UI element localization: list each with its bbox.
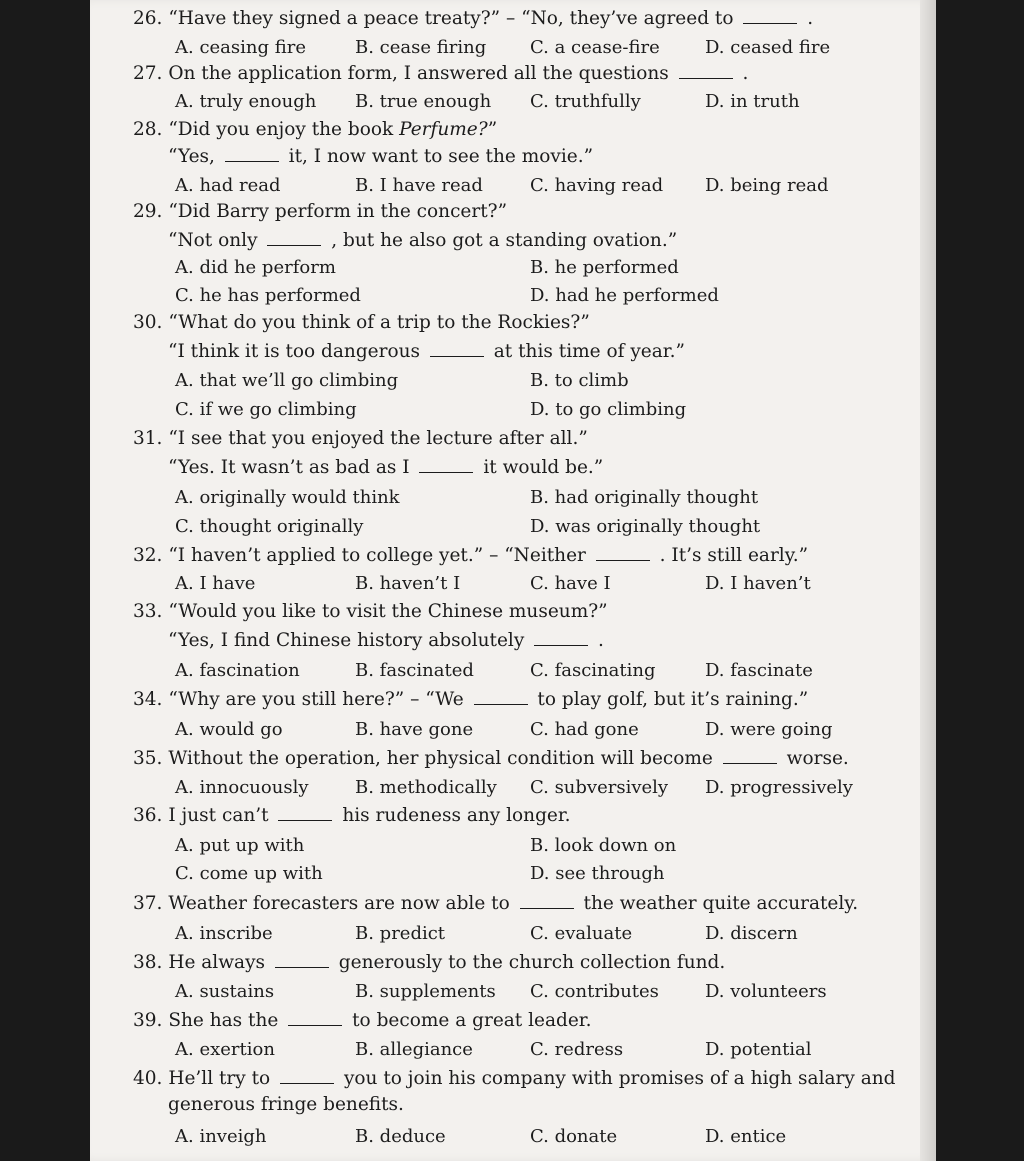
question-text: “Not only	[168, 230, 264, 251]
answer-option[interactable]: B. cease firing	[355, 37, 487, 58]
answer-option[interactable]: C. fascinating	[530, 660, 656, 681]
question-text: “I see that you enjoyed the lecture after all.”	[168, 428, 588, 449]
question-text: “Did you enjoy the book	[168, 119, 400, 140]
question-number: 35.	[133, 748, 169, 769]
question-text: “Why are you still here?” – “We	[168, 689, 470, 710]
question-text: Without the operation, her physical condition will become	[168, 748, 719, 769]
question-number: 40.	[133, 1068, 169, 1089]
answer-option[interactable]: D. fascinate	[705, 660, 813, 681]
answer-option[interactable]: B. allegiance	[355, 1039, 473, 1060]
question-line	[133, 805, 571, 827]
answer-option[interactable]: B. have gone	[355, 719, 474, 740]
question-text: worse.	[780, 748, 849, 769]
answer-option[interactable]: B. methodically	[355, 777, 497, 798]
answer-option[interactable]: B. fascinated	[355, 660, 474, 681]
answer-option[interactable]: B. had originally thought	[530, 487, 759, 508]
answer-option[interactable]: C. evaluate	[530, 923, 633, 944]
book-title: Perfume?	[399, 119, 488, 140]
question-line	[133, 545, 808, 567]
answer-option[interactable]: A. put up with	[175, 835, 305, 856]
answer-option[interactable]: D. were going	[705, 719, 833, 740]
answer-option[interactable]: D. had he performed	[530, 285, 719, 306]
question-text: it, I now want to see the movie.”	[282, 146, 594, 167]
question-text: .	[592, 630, 604, 651]
answer-blank[interactable]	[419, 460, 473, 473]
question-text: , but he also got a standing ovation.”	[325, 230, 678, 251]
question-text: “Yes, I find Chinese history absolutely	[168, 630, 531, 651]
question-text: I just can’t	[168, 805, 275, 826]
answer-option[interactable]: D. I haven’t	[705, 573, 811, 594]
answer-option[interactable]: B. to climb	[530, 370, 629, 391]
answer-option[interactable]: D. discern	[705, 923, 798, 944]
question-number: 28.	[133, 119, 169, 140]
answer-blank[interactable]	[275, 955, 329, 968]
answer-blank[interactable]	[430, 344, 484, 357]
question-text: it would be.”	[477, 457, 604, 478]
question-text: She has the	[168, 1010, 285, 1031]
question-line	[133, 119, 497, 141]
answer-option[interactable]: A. would go	[175, 719, 283, 740]
question-text: “Would you like to visit the Chinese museum?”	[168, 601, 608, 622]
answer-option[interactable]: A. inveigh	[175, 1126, 267, 1147]
answer-blank[interactable]	[278, 808, 332, 821]
answer-blank[interactable]	[679, 66, 733, 79]
question-text: his rudeness any longer.	[336, 805, 571, 826]
question-text: . It’s still early.”	[653, 545, 809, 566]
question-line	[133, 748, 849, 770]
question-number: 30.	[133, 312, 169, 333]
question-line	[168, 630, 604, 652]
question-text: at this time of year.”	[487, 341, 685, 362]
question-text: to play golf, but it’s raining.”	[531, 689, 809, 710]
answer-option[interactable]: C. he has performed	[175, 285, 361, 306]
question-number: 26.	[133, 8, 169, 29]
question-line	[168, 341, 685, 363]
answer-option[interactable]: B. supplements	[355, 981, 496, 1002]
question-line	[133, 601, 608, 623]
question-text: generous fringe benefits.	[168, 1094, 404, 1115]
answer-option[interactable]: C. having read	[530, 175, 664, 196]
question-text: Weather forecasters are now able to	[168, 893, 516, 914]
answer-option[interactable]: B. look down on	[530, 835, 677, 856]
question-number: 38.	[133, 952, 169, 973]
question-text: He’ll try to	[168, 1068, 277, 1089]
question-text: .	[736, 63, 749, 84]
answer-option[interactable]: A. innocuously	[175, 777, 309, 798]
question-line	[133, 1010, 592, 1032]
answer-option[interactable]: C. subversively	[530, 777, 669, 798]
answer-option[interactable]: A. inscribe	[175, 923, 273, 944]
answer-blank[interactable]	[288, 1013, 342, 1026]
question-line	[133, 952, 725, 974]
answer-option[interactable]: C. have I	[530, 573, 611, 594]
question-line	[168, 1094, 404, 1116]
answer-option[interactable]: D. in truth	[705, 91, 800, 112]
answer-option[interactable]: C. if we go climbing	[175, 399, 357, 420]
answer-option[interactable]: B. predict	[355, 923, 446, 944]
answer-option[interactable]: D. see through	[530, 863, 665, 884]
answer-option[interactable]: A. truly enough	[175, 91, 317, 112]
answer-option[interactable]: A. originally would think	[175, 487, 400, 508]
answer-blank[interactable]	[743, 11, 797, 24]
answer-option[interactable]: C. come up with	[175, 863, 323, 884]
answer-blank[interactable]	[474, 692, 528, 705]
answer-option[interactable]: C. had gone	[530, 719, 639, 740]
question-line	[133, 201, 507, 223]
question-number: 36.	[133, 805, 169, 826]
question-text: “Yes. It wasn’t as bad as I	[168, 457, 416, 478]
answer-option[interactable]: B. deduce	[355, 1126, 446, 1147]
answer-option[interactable]: A. sustains	[175, 981, 275, 1002]
question-line	[133, 893, 858, 915]
question-text: the weather quite accurately.	[577, 893, 859, 914]
answer-option[interactable]: D. ceased fire	[705, 37, 831, 58]
answer-option[interactable]: B. I have read	[355, 175, 483, 196]
answer-option[interactable]: A. fascination	[175, 660, 300, 681]
answer-blank[interactable]	[267, 233, 321, 246]
question-text: to become a great leader.	[346, 1010, 592, 1031]
answer-option[interactable]: C. thought originally	[175, 516, 364, 537]
answer-option[interactable]: D. volunteers	[705, 981, 827, 1002]
answer-option[interactable]: A. had read	[175, 175, 281, 196]
question-text: On the application form, I answered all the questions	[168, 63, 675, 84]
question-line	[133, 63, 748, 85]
question-number: 34.	[133, 689, 169, 710]
answer-blank[interactable]	[225, 149, 279, 162]
answer-option[interactable]: A. that we’ll go climbing	[175, 370, 399, 391]
question-text: generously to the church collection fund.	[332, 952, 726, 973]
question-line	[168, 230, 677, 252]
question-text: .	[801, 8, 814, 29]
answer-option[interactable]: B. he performed	[530, 257, 679, 278]
answer-option[interactable]: B. true enough	[355, 91, 492, 112]
question-number: 29.	[133, 201, 169, 222]
answer-option[interactable]: A. ceasing fire	[175, 37, 307, 58]
question-line	[133, 8, 813, 30]
answer-option[interactable]: D. being read	[705, 175, 829, 196]
page-edge	[920, 0, 936, 1161]
question-text: “Did Barry perform in the concert?”	[168, 201, 508, 222]
question-number: 33.	[133, 601, 169, 622]
answer-option[interactable]: C. a cease-fire	[530, 37, 660, 58]
answer-blank[interactable]	[280, 1071, 334, 1084]
question-number: 27.	[133, 63, 169, 84]
answer-option[interactable]: C. truthfully	[530, 91, 641, 112]
question-line	[133, 1068, 896, 1090]
answer-option[interactable]: D. entice	[705, 1126, 787, 1147]
answer-option[interactable]: C. redress	[530, 1039, 624, 1060]
question-number: 37.	[133, 893, 169, 914]
question-text: He always	[168, 952, 271, 973]
question-line	[133, 428, 588, 450]
answer-option[interactable]: C. contributes	[530, 981, 659, 1002]
question-text: “Have they signed a peace treaty?” – “No, they’ve agreed to	[168, 8, 740, 29]
answer-option[interactable]: B. haven’t I	[355, 573, 461, 594]
answer-option[interactable]: D. to go climbing	[530, 399, 687, 420]
answer-option[interactable]: D. was originally thought	[530, 516, 761, 537]
answer-blank[interactable]	[723, 751, 777, 764]
answer-option[interactable]: D. potential	[705, 1039, 812, 1060]
question-number: 39.	[133, 1010, 169, 1031]
question-text: “Yes,	[168, 146, 221, 167]
answer-blank[interactable]	[596, 548, 650, 561]
answer-option[interactable]: A. I have	[175, 573, 256, 594]
question-number: 31.	[133, 428, 169, 449]
question-text: you to join his company with promises of a high salary and	[338, 1068, 896, 1089]
answer-option[interactable]: C. donate	[530, 1126, 618, 1147]
question-number: 32.	[133, 545, 169, 566]
answer-blank[interactable]	[534, 633, 588, 646]
answer-blank[interactable]	[520, 896, 574, 909]
question-line	[133, 689, 808, 711]
question-text: “I think it is too dangerous	[168, 341, 426, 362]
answer-option[interactable]: D. progressively	[705, 777, 853, 798]
question-text: “I haven’t applied to college yet.” – “Neither	[168, 545, 592, 566]
answer-option[interactable]: A. did he perform	[175, 257, 336, 278]
question-text: “What do you think of a trip to the Rockies?”	[168, 312, 590, 333]
question-text: ”	[487, 119, 498, 140]
question-line	[168, 457, 603, 479]
question-line	[133, 312, 590, 334]
question-line	[168, 146, 593, 168]
answer-option[interactable]: A. exertion	[175, 1039, 275, 1060]
